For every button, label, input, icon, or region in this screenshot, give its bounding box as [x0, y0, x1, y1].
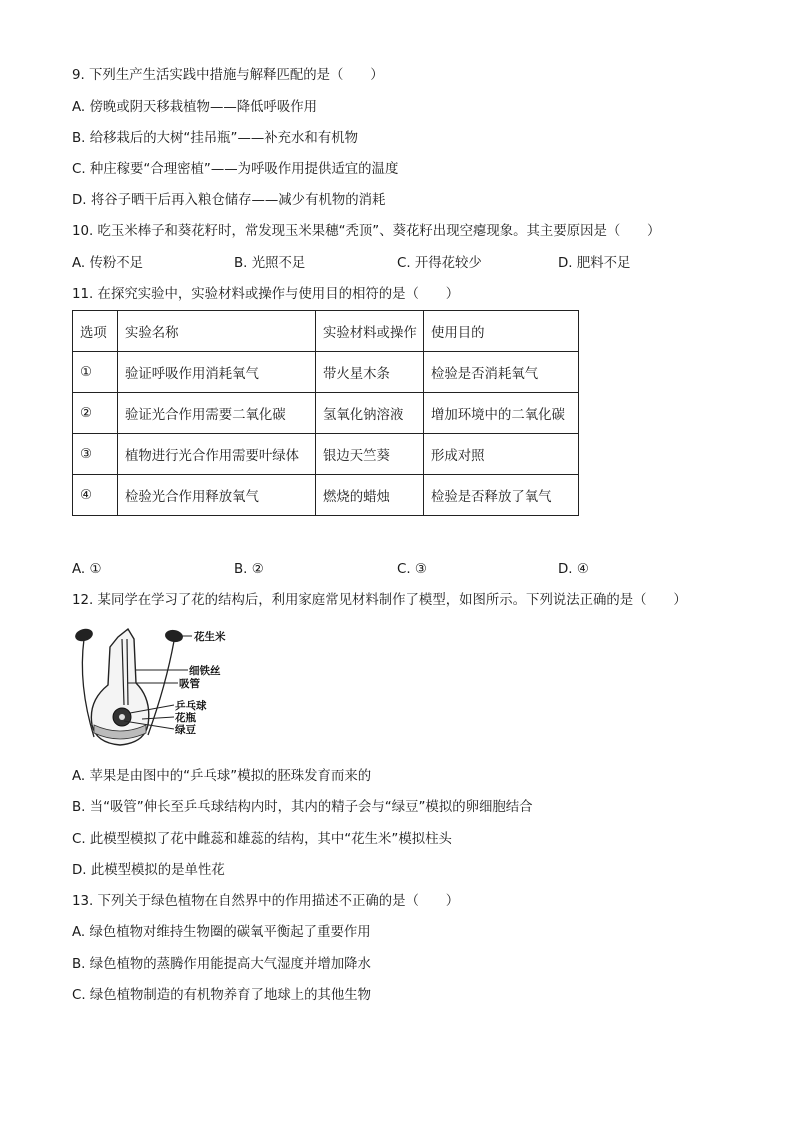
- q13-stem: 13. 下列关于绿色植物在自然界中的作用描述不正确的是（ ）: [72, 894, 460, 909]
- q12-stem: 12. 某同学在学习了花的结构后，利用家庭常见材料制作了模型，如图所示。下列说法正确的是（ ）: [72, 593, 687, 608]
- table-header-cell: 实验名称: [118, 311, 316, 352]
- table-row: [73, 352, 579, 393]
- q10-options: [72, 255, 692, 273]
- q13-option-c: C. 绿色植物制造的有机物养育了地球上的其他生物: [72, 988, 372, 1003]
- q9-stem: 9. 下列生产生活实践中措施与解释匹配的是（ ）: [72, 68, 384, 83]
- table-row: [73, 475, 579, 516]
- label-mung-bean: 绿豆: [175, 724, 196, 736]
- q12-option-b: B. 当“吸管”伸长至乒乓球结构内时，其内的精子会与“绿豆”模拟的卵细胞结合: [72, 800, 533, 815]
- q10-option-b: B. 光照不足: [234, 256, 306, 271]
- label-vase: 花瓶: [175, 712, 196, 724]
- table-cell: 带火星木条: [316, 352, 424, 393]
- flower-model-diagram: [70, 625, 250, 755]
- q9-option-b: B. 给移栽后的大树“挂吊瓶”——补充水和有机物: [72, 131, 358, 146]
- table-cell: 检验光合作用释放氧气: [118, 475, 316, 516]
- table-header-cell: 实验材料或操作: [316, 311, 424, 352]
- table-cell: ④: [73, 475, 118, 516]
- table-header-cell: 选项: [73, 311, 118, 352]
- table-cell: 检验是否释放了氧气: [424, 475, 579, 516]
- table-cell: ③: [73, 434, 118, 475]
- q13-option-a: A. 绿色植物对维持生物圈的碳氧平衡起了重要作用: [72, 925, 371, 940]
- mung-bean: [119, 714, 125, 720]
- table-cell: 氢氧化钠溶液: [316, 393, 424, 434]
- q12-option-d: D. 此模型模拟的是单性花: [72, 863, 225, 878]
- q10-stem: 10. 吃玉米棒子和葵花籽时，常发现玉米果穗“秃顶”、葵花籽出现空瘪现象。其主要原因是（ ）: [72, 224, 661, 239]
- table-cell: 植物进行光合作用需要叶绿体: [118, 434, 316, 475]
- q9-option-d: D. 将谷子晒干后再入粮仓储存——减少有机物的消耗: [72, 193, 386, 208]
- q11-option-a: A. ①: [72, 562, 102, 577]
- q10-option-d: D. 肥料不足: [558, 256, 631, 271]
- label-ping-pong-ball: 乒乓球: [175, 700, 207, 712]
- table-cell: 增加环境中的二氧化碳: [424, 393, 579, 434]
- q9-option-a: A. 傍晚或阴天移栽植物——降低呼吸作用: [72, 100, 318, 115]
- table-header-cell: 使用目的: [424, 311, 579, 352]
- label-straw: 吸管: [179, 678, 200, 690]
- table-cell: ②: [73, 393, 118, 434]
- table-header-row: [73, 311, 579, 352]
- q11-options: [72, 561, 692, 579]
- q11-option-d: D. ④: [558, 562, 589, 577]
- q10-option-c: C. 开得花较少: [397, 256, 482, 271]
- table-cell: 验证光合作用需要二氧化碳: [118, 393, 316, 434]
- table-cell: 形成对照: [424, 434, 579, 475]
- table-cell: ①: [73, 352, 118, 393]
- q11-option-c: C. ③: [397, 562, 427, 577]
- experiment-table: [72, 310, 579, 516]
- q11-stem: 11. 在探究实验中，实验材料或操作与使用目的相符的是（ ）: [72, 287, 460, 302]
- label-peanut: 花生米: [194, 631, 226, 643]
- table-cell: 验证呼吸作用消耗氧气: [118, 352, 316, 393]
- table-cell: 银边天竺葵: [316, 434, 424, 475]
- table-row: [73, 434, 579, 475]
- table-row: [73, 393, 579, 434]
- wire-right: [148, 641, 174, 735]
- q12-option-a: A. 苹果是由图中的“乒乓球”模拟的胚珠发育而来的: [72, 769, 372, 784]
- table-cell: 燃烧的蜡烛: [316, 475, 424, 516]
- q12-option-c: C. 此模型模拟了花中雌蕊和雄蕊的结构，其中“花生米”模拟柱头: [72, 832, 452, 847]
- label-wire: 细铁丝: [189, 665, 221, 677]
- q10-option-a: A. 传粉不足: [72, 256, 143, 271]
- q11-option-b: B. ②: [234, 562, 264, 577]
- q13-option-b: B. 绿色植物的蒸腾作用能提高大气湿度并增加降水: [72, 957, 371, 972]
- q9-option-c: C. 种庄稼要“合理密植”——为呼吸作用提供适宜的温度: [72, 162, 399, 177]
- table-cell: 检验是否消耗氧气: [424, 352, 579, 393]
